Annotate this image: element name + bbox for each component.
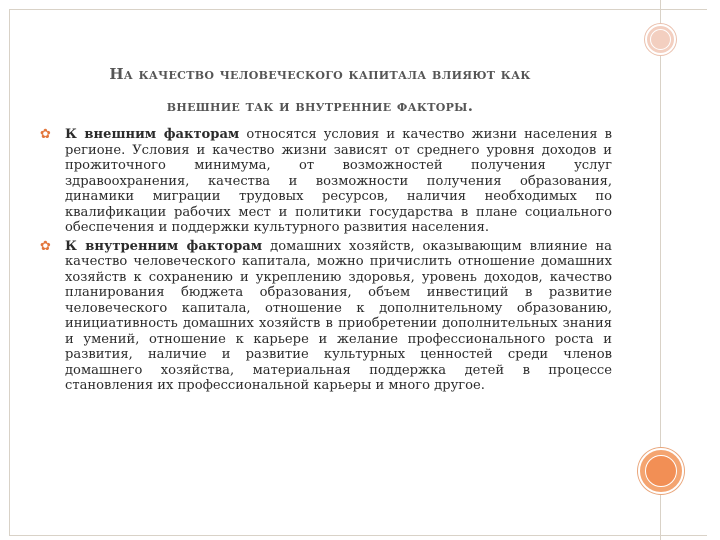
slide-title [40,58,600,122]
bullet-lead-internal: К внутренним факторам [65,238,263,254]
decorative-circle-bottom-inner [645,455,677,487]
bullet-lead-external: К внешним факторам [65,127,240,142]
bullet-list [40,127,612,397]
flourish-bullet-icon: ✿ [40,238,51,254]
bullet-item-internal-factors [40,239,612,394]
bullet-text-internal: домашних хозяйств, оказывающим влияние на качество человеческого капитала, можно причислить отношение домашних хозяйств к сохранению и укреплению здоровья, уровень доходов, качество планирования бюджета образования, объем инвестиций в развитие человеческого капитала, отношение к дополнительному образованию, инициативность домашних хозяйств в приобретении дополнительных знания и умений, отношение к карьере и желание профессионального роста и развития, наличие и развитие культурных ценностей среди членов домашнего хозяйства, материальная поддержка детей в процессе становления их профессиональной карьеры и много другое. [65,238,612,393]
decorative-circle-top-icon [645,24,676,55]
decorative-circle-top-inner [650,29,671,50]
slide-title-line-1: На качество человеческого капитала влияют как [109,65,531,83]
flourish-bullet-icon: ✿ [40,127,51,142]
bullet-text-external: относятся условия и качество жизни населения в регионе. Условия и качество жизни зависят от среднего уровня доходов и прожиточного минимума, от возможностей получения услуг здравоохранения, качества и возможности получения образования, динамики миграции трудовых ресурсов, наличия необходимых по квалификации рабочих мест и политики государства в плане социального обеспечения и поддержки культурного развития населения. [65,127,612,235]
slide-title-line-2: внешние так и внутренние факторы. [166,97,474,115]
bullet-item-external-factors [40,127,612,236]
decorative-circle-bottom-icon [638,448,684,494]
